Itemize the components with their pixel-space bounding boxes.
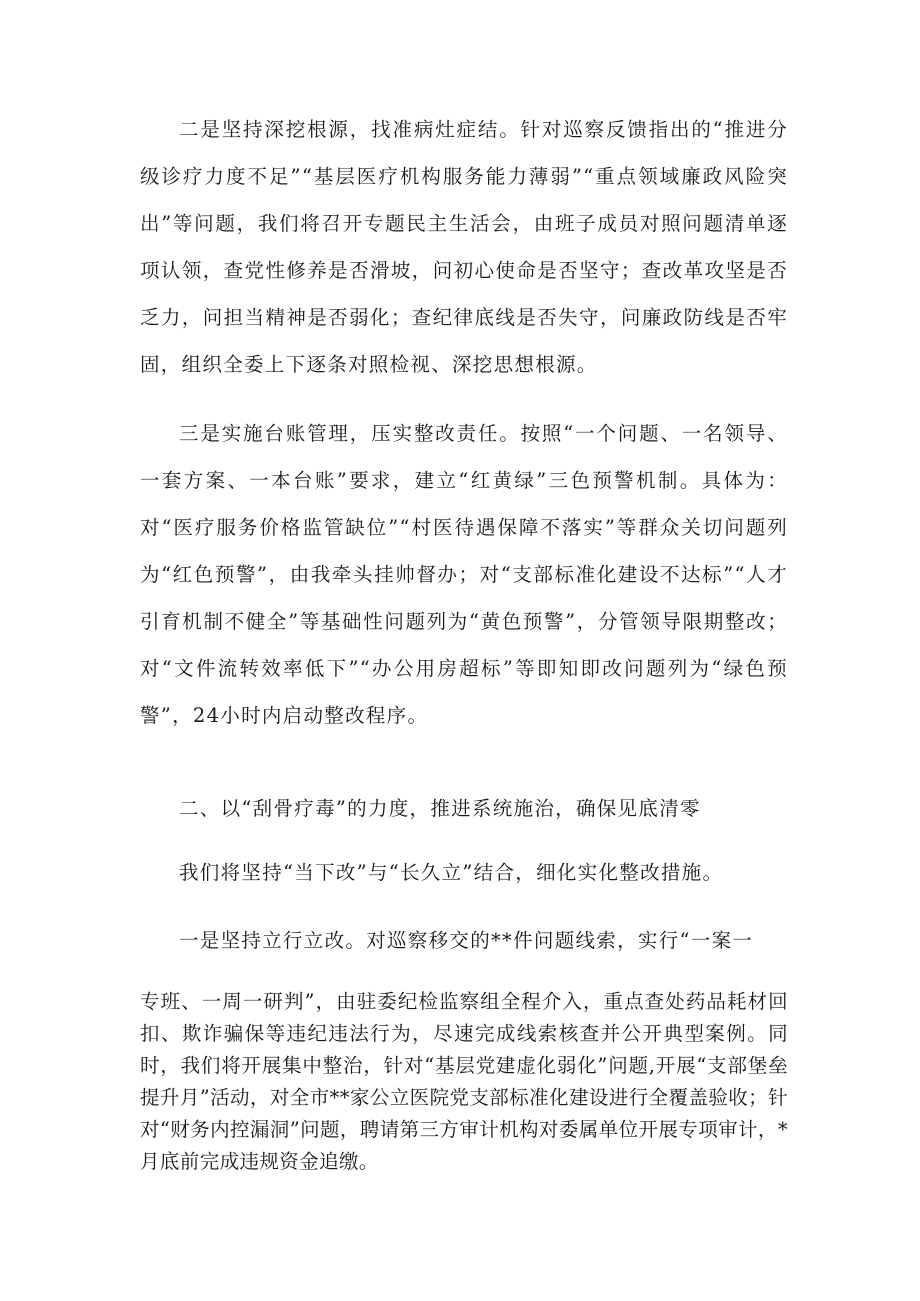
paragraph-immediate-rectification-continued: 专班、一周一研判”，由驻委纪检监察组全程介入，重点查处药品耗材回扣、欺诈骗保等违纪违法行为，尽速完成线索核查并公开典型案例。同时，我们将开展集中整治，针对“基层党建虚化弱化”问题,开展“支部堡垒提升月”活动，对全市**家公立医院党支部标准化建设进行全覆盖验收；针对“财务内控漏洞”问题，聘请第三方审计机构对委属单位开展专项审计，*月底前完成违规资金追缴。 — [140, 990, 788, 1173]
section-heading-two: 二、以“刮骨疗毒”的力度，推进系统施治，确保见底清零 — [179, 797, 701, 820]
paragraph-ledger-management: 三是实施台账管理，压实整改责任。按照“一个问题、一名领导、一套方案、一本台账”要求，建立“红黄绿”三色预警机制。具体为：对“医疗服务价格监管缺位”“村医待遇保障不落实”等群众关切问题列为“红色预警”，由我牵头挂帅督办；对“支部标准化建设不达标”“人才引育机制不健全”等基础性问题列为“黄色预警”，分管领导限期整改；对“文件流转效率低下”“办公用房超标”等即知即改问题列为“绿色预警”，24小时内启动整改程序。 — [140, 422, 788, 727]
paragraph-deep-roots: 二是坚持深挖根源，找准病灶症结。针对巡察反馈指出的“推进分级诊疗力度不足”“基层医疗机构服务能力薄弱”“重点领域廉政风险突出”等问题，我们将召开专题民主生活会，由班子成员对照问题清单逐项认领，查党性修养是否滑坡，问初心使命是否坚守；查改革攻坚是否乏力，问担当精神是否弱化；查纪律底线是否失守，问廉政防线是否牢固，组织全委上下逐条对照检视、深挖思想根源。 — [140, 118, 788, 376]
paragraph-immediate-rectification: 一是坚持立行立改。对巡察移交的**件问题线索，实行“一案一 — [179, 929, 754, 952]
paragraph-intro-measures: 我们将坚持“当下改”与“长久立”结合，细化实化整改措施。 — [179, 861, 724, 884]
